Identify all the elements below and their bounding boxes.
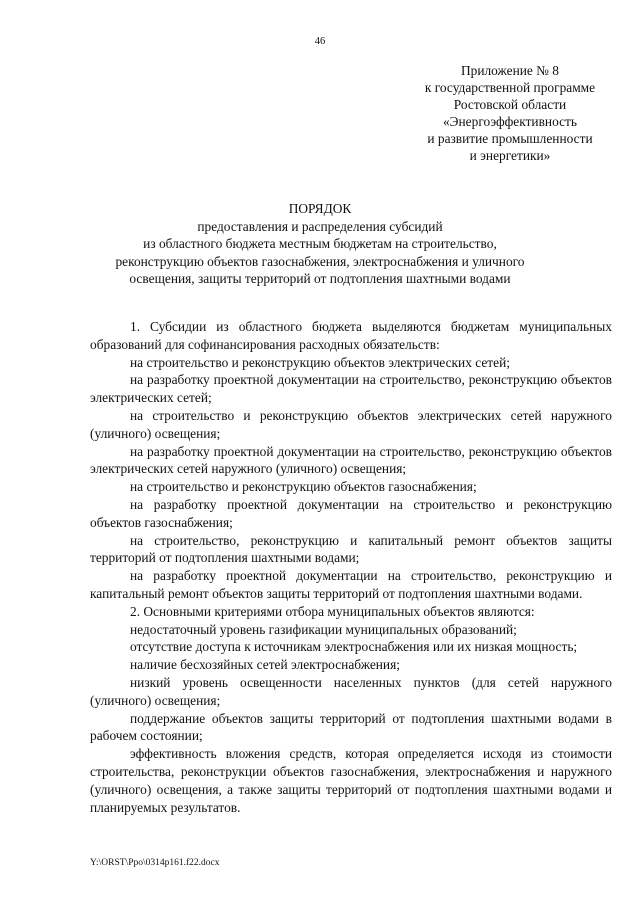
page-number: 46 (314, 36, 326, 47)
paragraph: эффективность вложения средств, которая определяется исходя из стоимости строительства, реконструкции объектов газоснабжения, электроснабжения и наружного (уличного) освещения, а также защиты территорий от подтопления шахтными водами и планируемых результатов. (90, 746, 612, 815)
paragraph: на разработку проектной документации на строительство, реконструкцию объектов электрических сетей; (90, 372, 612, 406)
paragraph: на строительство и реконструкцию объектов газоснабжения; (130, 479, 477, 495)
appendix-line: и энергетики» (469, 148, 551, 163)
title-line: из областного бюджета местным бюджетам на строительство, (143, 236, 497, 252)
paragraph: на разработку проектной документации на строительство и реконструкцию объектов газоснабжения; (90, 496, 612, 530)
paragraph: наличие бесхозяйных сетей электроснабжения; (130, 657, 400, 673)
paragraph: на разработку проектной документации на строительство, реконструкцию и капитальный ремонт объектов защиты территорий от подтопления шахтными водами. (90, 568, 612, 601)
title-line: освещения, защиты территорий от подтопления шахтными водами (129, 270, 511, 286)
paragraph: 1. Субсидии из областного бюджета выделяются бюджетам муниципальных образований для софинансирования расходных обязательств: (90, 319, 612, 352)
title-line: реконструкцию объектов газоснабжения, электроснабжения и уличного (115, 253, 525, 269)
paragraph: на разработку проектной документации на строительство, реконструкцию объектов электрических сетей наружного (уличного) освещения; (90, 443, 612, 477)
paragraph: на строительство и реконструкцию объектов электрических сетей наружного (уличного) освещения; (90, 407, 612, 441)
appendix-header (395, 62, 625, 164)
appendix-line: Приложение № 8 (460, 63, 560, 78)
paragraph: поддержание объектов защиты территорий от подтопления шахтными водами в рабочем состоянии; (90, 710, 612, 744)
appendix-line: к государственной программе (424, 80, 596, 95)
paragraph: отсутствие доступа к источникам электроснабжения или их низкая мощность; (130, 639, 578, 655)
appendix-line: «Энергоэффективность (442, 114, 577, 129)
paragraph: низкий уровень освещенности населенных пунктов (для сетей наружного (уличного) освещения; (90, 674, 612, 708)
paragraph: на строительство, реконструкцию и капитальный ремонт объектов защиты территорий от подтопления шахтными водами; (90, 532, 612, 566)
appendix-line: и развитие промышленности (427, 131, 593, 146)
document-body (90, 318, 612, 816)
document-title (0, 200, 640, 287)
file-path-footer: Y:\ORST\Ppo\0314p161.f22.docx (90, 858, 220, 868)
paragraph: недостаточный уровень газификации муниципальных образований; (130, 621, 517, 637)
paragraph: на строительство и реконструкцию объектов электрических сетей; (130, 354, 510, 370)
title-heading: ПОРЯДОК (288, 201, 352, 216)
title-line: предоставления и распределения субсидий (197, 219, 443, 235)
paragraph: 2. Основными критериями отбора муниципальных объектов являются: (130, 603, 535, 619)
appendix-line: Ростовской области (453, 97, 567, 112)
